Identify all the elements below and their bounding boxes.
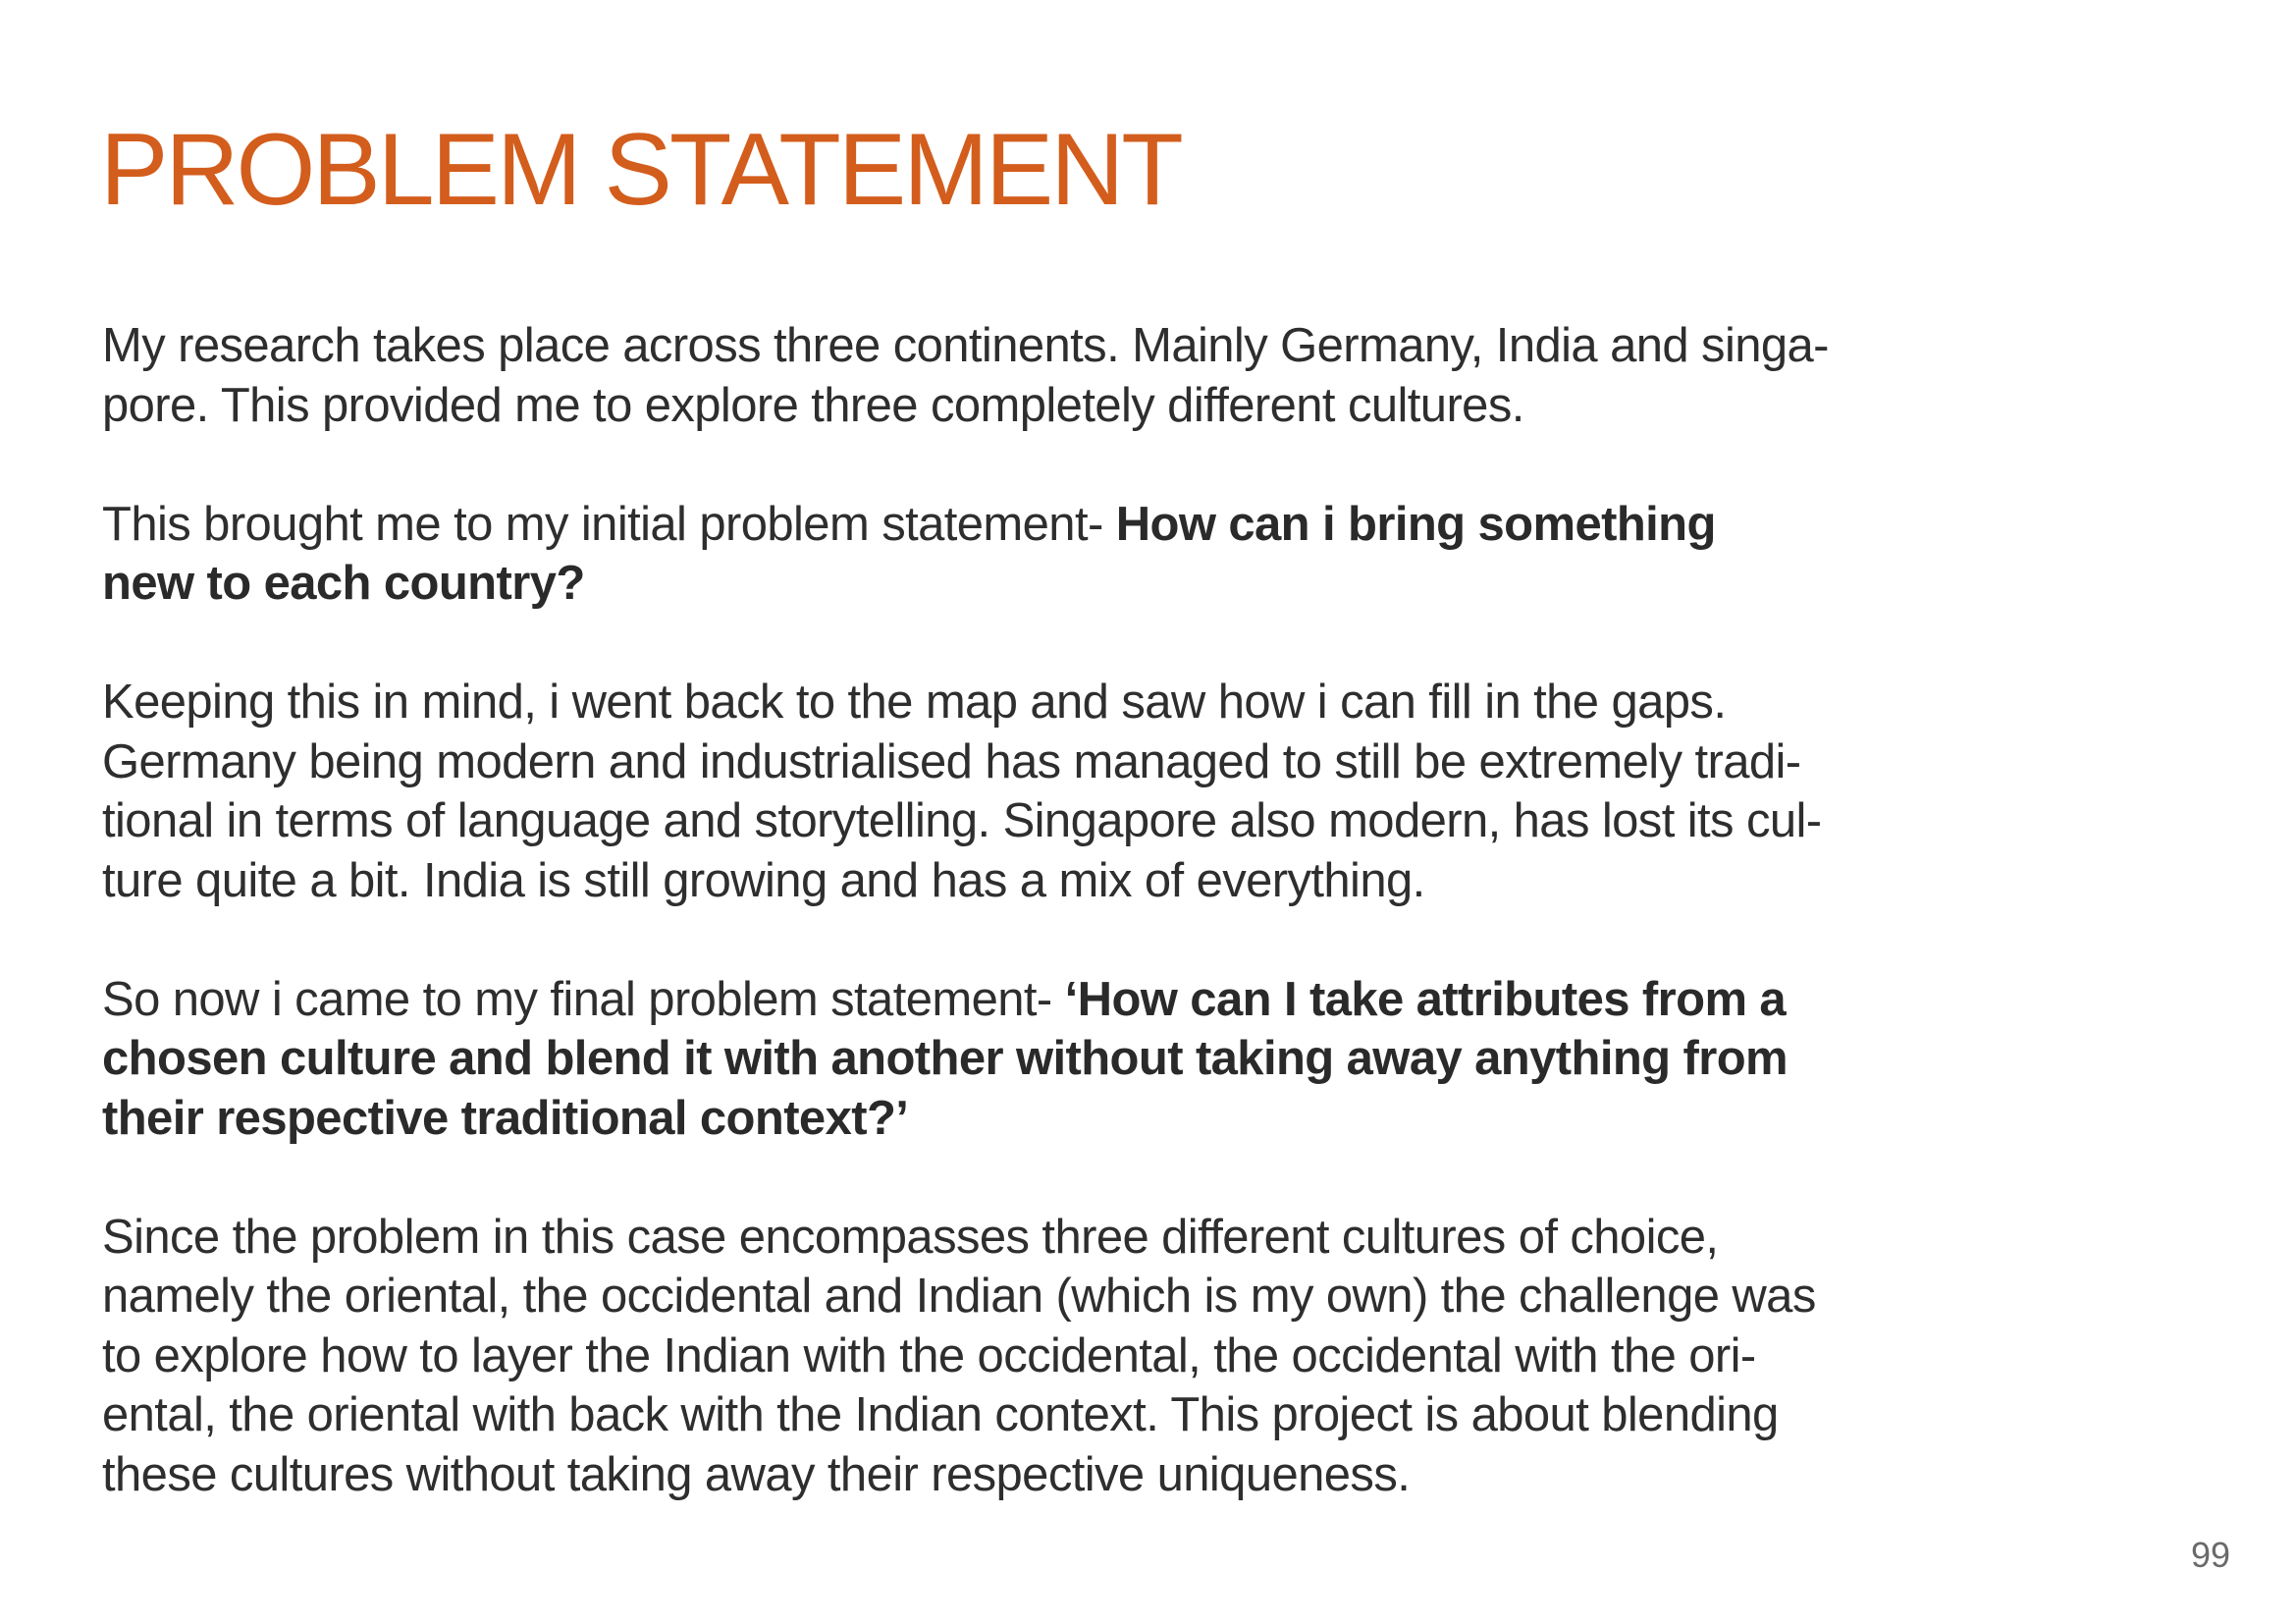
text-line bbox=[102, 970, 1948, 1030]
paragraph-initial-problem bbox=[102, 495, 1948, 614]
text-line: Germany being modern and industrialised has managed to still be extremely tradi- bbox=[102, 734, 1801, 788]
final-problem-question-cont: chosen culture and blend it with another without taking away anything from bbox=[102, 1032, 1788, 1085]
text-line: to explore how to layer the Indian with the occidental, the occidental with the ori- bbox=[102, 1328, 1756, 1382]
final-problem-lead: So now i came to my final problem statement- bbox=[102, 972, 1065, 1026]
text-line: Since the problem in this case encompasses three different cultures of choice, bbox=[102, 1210, 1719, 1264]
paragraph-map-gaps bbox=[102, 673, 1948, 910]
text-line: pore. This provided me to explore three completely different cultures. bbox=[102, 378, 1524, 432]
initial-problem-question: How can i bring something bbox=[1115, 497, 1716, 551]
text-line: these cultures without taking away their respective uniqueness. bbox=[102, 1447, 1411, 1501]
text-line: ture quite a bit. India is still growing and has a mix of everything. bbox=[102, 853, 1425, 907]
initial-problem-lead: This brought me to my initial problem statement- bbox=[102, 497, 1116, 551]
paragraph-final-problem bbox=[102, 970, 1948, 1149]
page-number: 99 bbox=[2190, 1535, 2230, 1575]
final-problem-question-end: their respective traditional context?’ bbox=[102, 1091, 909, 1145]
paragraph-cultures bbox=[102, 1208, 1948, 1505]
body-text bbox=[102, 316, 1948, 1564]
text-line: Keeping this in mind, i went back to the map and saw how i can fill in the gaps. bbox=[102, 676, 1727, 729]
text-line bbox=[102, 495, 1948, 555]
text-line: namely the oriental, the occidental and Indian (which is my own) the challenge was bbox=[102, 1270, 1816, 1323]
text-line: tional in terms of language and storytelling. Singapore also modern, has lost its cul- bbox=[102, 794, 1822, 847]
initial-problem-question-cont: new to each country? bbox=[102, 557, 585, 610]
text-line: My research takes place across three continents. Mainly Germany, India and singa- bbox=[102, 319, 1829, 372]
paragraph-research-intro bbox=[102, 316, 1948, 435]
page-title: PROBLEM STATEMENT bbox=[100, 113, 1181, 227]
final-problem-question: ‘How can I take attributes from a bbox=[1064, 972, 1787, 1026]
text-line: ental, the oriental with back with the Indian context. This project is about blending bbox=[102, 1388, 1779, 1441]
